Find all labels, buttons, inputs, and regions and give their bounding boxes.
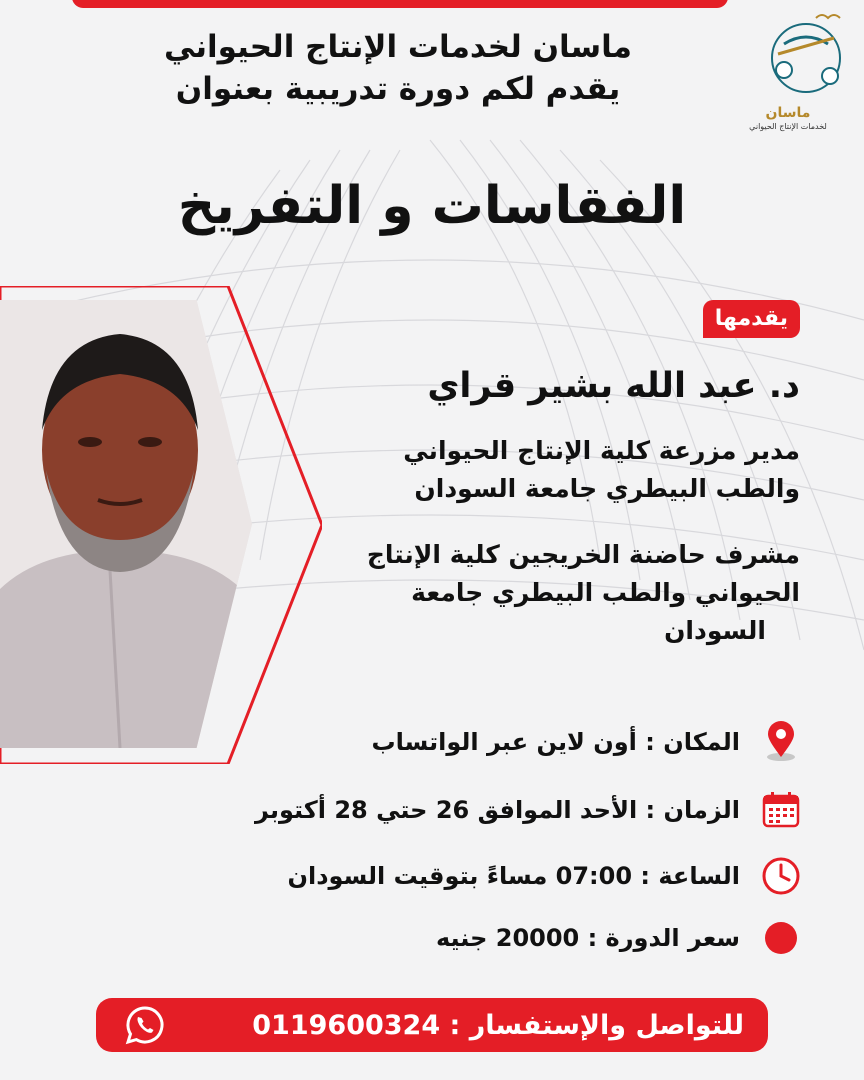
logo-tagline: لخدمات الإنتاج الحيواني: [749, 122, 827, 131]
role-2-line-3: السودان: [664, 616, 766, 645]
calendar-icon: [758, 787, 804, 833]
role-1-line-1: مدير مزرعة كلية الإنتاج الحيواني: [403, 436, 800, 465]
logo-icon: [744, 8, 854, 108]
intro-line-1: ماسان لخدمات الإنتاج الحيواني: [164, 29, 632, 65]
time-text: الساعة : 07:00 مساءً بتوقيت السودان: [287, 862, 740, 890]
price-text: سعر الدورة : 20000 جنيه: [435, 924, 740, 952]
intro-line-2: يقدم لكم دورة تدريبية بعنوان: [175, 71, 621, 107]
red-dot-icon: [758, 915, 804, 961]
presenter-name: د. عبد الله بشير قراي: [427, 366, 800, 406]
logo-name: ماسان: [765, 105, 811, 121]
company-logo: [744, 8, 854, 132]
detail-time: [288, 852, 804, 900]
detail-price: [436, 914, 804, 962]
detail-place: [372, 718, 804, 766]
intro-heading: [118, 26, 678, 110]
presenter-badge: يقدمها: [703, 300, 800, 338]
role-1-line-2: والطب البيطري جامعة السودان: [414, 474, 800, 503]
whatsapp-icon[interactable]: [122, 1002, 168, 1048]
role-2-line-1: مشرف حاضنة الخريجين كلية الإنتاج: [366, 540, 800, 569]
place-text: المكان : أون لاين عبر الواتساب: [371, 728, 740, 756]
detail-date: [255, 786, 804, 834]
location-pin-icon: [758, 719, 804, 765]
date-text: الزمان : الأحد الموافق 26 حتي 28 أكتوبر: [255, 796, 740, 824]
presenter-role-2: [340, 536, 800, 650]
presenter-role-1: [340, 432, 800, 508]
clock-icon: [758, 853, 804, 899]
contact-bar[interactable]: [96, 998, 768, 1052]
contact-text[interactable]: للتواصل والإستفسار : 0119600324: [252, 1009, 744, 1041]
course-title: الفقاسات و التفريخ: [177, 176, 687, 236]
role-2-line-2: الحيواني والطب البيطري جامعة: [411, 578, 800, 607]
top-red-bar: [72, 0, 728, 8]
